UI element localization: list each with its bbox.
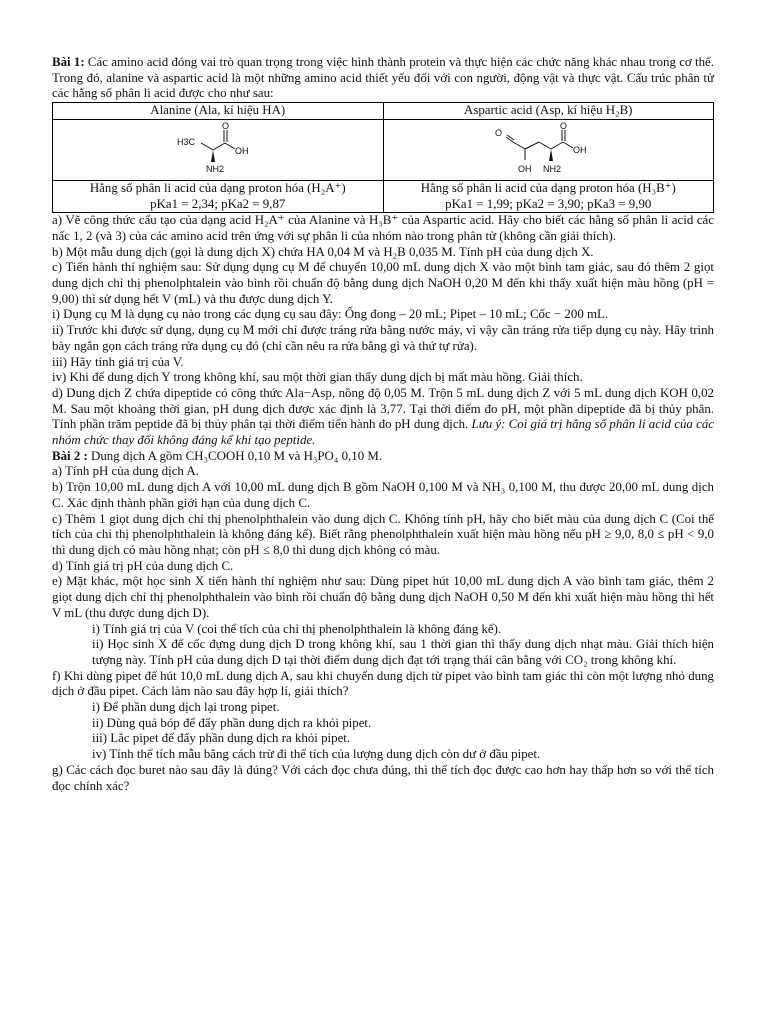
bai2-question-f-i: i) Để phần dung dịch lại trong pipet. [92,700,280,715]
aspartic-structure [383,119,714,180]
alanine-structure-drawing [173,120,263,178]
bai2-question-c: c) Thêm 1 giọt dung dịch chỉ thị phenolphthalein vào dung dịch C. Không tính pH, hãy cho biết màu của dung dịch C (Coi thể tích của chỉ thị phenolphthalein là không đáng kể). Biết rằng phenolphthalein xuất hiện màu hồng nếu pH ≥ 9,0, 8,0 ≤ pH < 9,0 thì dung dịch có màu hồng nhạt; còn pH ≤ 8,0 thì dung dịch không có màu. [52,511,714,557]
bai2-question-e-i: i) Tính giá trị của V (coi thể tích của chỉ thị phenolphthalein là không đáng kể). [92,621,502,636]
bai1-question-b: b) Một mẫu dung dịch (gọi là dung dịch X) chứa HA 0,04 M và H₂B 0,035 M. Tính pH của dung dịch X. [52,244,594,259]
bai1-question-c-ii: ii) Trước khi được sử dụng, dụng cụ M mới chỉ được tráng rửa bằng nước máy, vì vậy cần tráng rửa tiếp dụng cụ này. Hãy trình bày ngắn gọn cách tráng rửa dụng cụ đó (chỉ cần nêu ra rửa bằng gì và thứ tự rửa). [52,323,714,353]
bai2-question-g: g) Các cách đọc buret nào sau đây là đúng? Với cách đọc chưa đúng, thì thể tích đọc được cao hơn hay thấp hơn so với thể tích đọc chính xác? [52,762,714,793]
bai1-question-c-i: i) Dụng cụ M là dụng cụ nào trong các dụng cụ sau đây: Ống đong – 20 mL; Pipet – 10 mL; Cốc − 200 mL. [52,307,609,322]
bai2-question-b: b) Trộn 10,00 mL dung dịch A với 10,00 mL dung dịch B gồm NaOH 0,100 M và NH₃ 0,100 M, thu được 20,00 mL dung dịch C. Xác định thành phần giới hạn của dung dịch C. [52,480,714,510]
bai2-question-f: f) Khi dùng pipet để hút 10,0 mL dung dịch A, sau khi chuyển dung dịch từ pipet vào bình tam giác thì còn một lượng nhỏ dung dịch ở đầu pipet. Cách làm nào sau đây hợp lí, giải thích? [52,668,714,699]
svg-text:O: O [495,127,503,138]
bai2-question-e-ii: ii) Học sinh X để cốc đựng dung dịch D trong không khí, sau 1 thời gian thì thấy dung dịch nhạt màu. Giải thích hiện tượng này. Tính pH của dung dịch D tại thời điểm dung dịch đạt tới trạng thái cân bằng với CO₂ trong không khí. [92,637,714,667]
document-page [52,55,714,794]
svg-text:O: O [221,120,229,131]
bai1-question-c-iii: iii) Hãy tính giá trị của V. [52,354,184,369]
alanine-header: Alanine (Ala, kí hiệu HA) [53,103,384,120]
bai2-question-f-iii: iii) Lắc pipet để đẩy phần dung dịch ra khỏi pipet. [92,731,351,746]
bai1-intro: Bài 1: Các amino acid đóng vai trò quan trọng trong việc hình thành protein và thực hiện các chức năng khác nhau trong cơ thể. Trong đó, alanine và aspartic acid là một những amino acid thiết yếu đối với con người, động vật và thực vật. Cấu trúc phân tử các hằng số phân li acid được cho như sau: [52,55,714,101]
svg-text:OH: OH [573,144,587,155]
svg-text:O: O [560,120,568,131]
bai2-question-f-iv: iv) Tính thể tích mẫu bằng cách trừ đi thể tích của lượng dung dịch còn dư ở đầu pipet. [92,747,541,762]
bai2-question-d: d) Tính giá trị pH của dung dịch C. [52,558,234,573]
bai1-question-c: c) Tiến hành thí nghiệm sau: Sử dụng dụng cụ M để chuyển 10,00 mL dung dịch X vào một bình tam giác, sau đó thêm 2 giọt dung dịch chỉ thị phenolphtalein vào bình rồi chuẩn độ bằng dung dịch NaOH 0,20 M đến khi thấy xuất hiện màu hồng (pH = 9,00) thì sử dụng hết V (mL) và thu được dung dịch Y. [52,260,714,306]
bai1-question-d: d) Dung dịch Z chứa dipeptide có công thức Ala−Asp, nồng độ 0,05 M. Trộn 5 mL dung dịch Z với 5 mL dung dịch KOH 0,02 M. Sau một khoảng thời gian, pH dung dịch được xác định là 3,77. Tại thời điểm đo pH, một phần dipeptide đã bị thủy phân. Tính phần trăm peptide đã bị thủy phân tại thời điểm tiến hành đo pH dung dịch. Lưu ý: Coi giá trị hằng số phân li acid của các nhóm chức thay đổi không đáng kể khi tạo peptide. [52,385,714,448]
bai2-question-e: e) Mặt khác, một học sinh X tiến hành thí nghiệm như sau: Dùng pipet hút 10,00 mL dung dịch A vào bình tam giác, thêm 2 giọt dung dịch chỉ thị phenolphthalein vào bình rồi chuẩn độ bằng dung dịch NaOH 0,50 M đến khi xuất hiện màu hồng thì hết V mL (thu được dung dịch D). [52,574,714,620]
aspartic-header: Aspartic acid (Asp, kí hiệu H₂B) [383,103,714,120]
aspartic-structure-drawing [493,120,603,178]
bai2-question-f-ii: ii) Dùng quả bóp để đẩy phần dung dịch ra khỏi pipet. [92,715,372,730]
amino-acid-table [52,102,714,213]
alanine-structure [53,119,384,180]
bai1-question-c-iv: iv) Khi để dung dịch Y trong không khí, sau một thời gian thấy dung dịch bị mất màu hồng. Giải thích. [52,370,583,385]
bai1-question-a: a) Vẽ công thức cấu tạo của dạng acid H₂A⁺ của Alanine và H₃B⁺ của Aspartic acid. Hãy cho biết các hằng số phân li acid các nấc 1, 2 (và 3) của các amino acid trên ứng với sự phân li của nhóm nào trong phân tử (không cần giải thích). [52,213,714,243]
aspartic-pka: Hằng số phân li acid của dạng proton hóa (H₃B⁺) pKa1 = 1,99; pKa2 = 3,90; pKa3 = 9,90 [383,180,714,212]
svg-text:H3C: H3C [176,136,195,147]
bai2-intro: Bài 2 : Dung dịch A gồm CH₃COOH 0,10 M và H₃PO₄ 0,10 M. [52,448,383,463]
bai2-question-a: a) Tính pH của dung dịch A. [52,464,199,479]
alanine-pka: Hằng số phân li acid của dạng proton hóa (H₂A⁺) pKa1 = 2,34; pKa2 = 9,87 [53,180,384,212]
svg-text:NH2: NH2 [543,163,562,174]
svg-text:OH: OH [518,163,532,174]
svg-text:NH2: NH2 [205,163,224,174]
svg-text:OH: OH [234,145,249,156]
